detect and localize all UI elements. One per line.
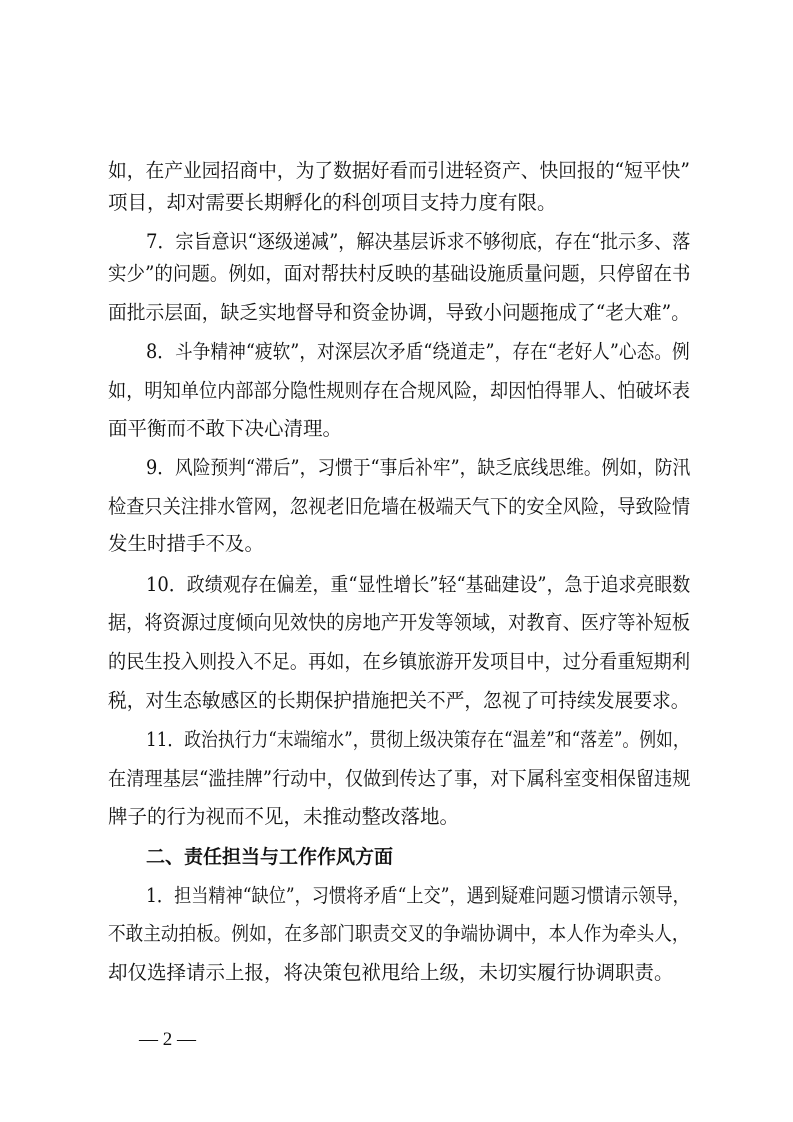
text-line: 项目，却对需要长期孵化的科创项目支持力度有限。 — [108, 191, 557, 214]
paragraph-10-line: 10．政绩观存在偏差，重“显性增长”轻“基础建设”，急于追求亮眼数 — [146, 573, 691, 596]
text-line: 却仅选择请示上报，将决策包袱甩给上级，未切实履行协调职责。 — [108, 961, 674, 984]
paragraph-7-line: 7．宗旨意识“逐级递减”，解决基层诉求不够彻底，存在“批示多、落 — [146, 230, 691, 253]
text-line: 如，在产业园招商中，为了数据好看而引进轻资产、快回报的“短平快” — [108, 159, 690, 182]
text-line: 在清理基层“滥挂牌”行动中，仅做到传达了事，对下属科室变相保留违规 — [108, 767, 691, 790]
text-line: 面平衡而不敢下决心清理。 — [108, 417, 343, 440]
text-line: 的民生投入则投入不足。再如，在乡镇旅游开发项目中，过分看重短期利 — [108, 650, 691, 673]
section-heading: 二、责任担当与工作作风方面 — [146, 846, 394, 868]
text-line: 检查只关注排水管网，忽视老旧危墙在极端天气下的安全风险，导致险情 — [108, 495, 691, 518]
text-line: 税，对生态敏感区的长期保护措施把关不严，忽视了可持续发展要求。 — [108, 689, 690, 712]
text-line: 牌子的行为视而不见，未推动整改落地。 — [108, 805, 460, 828]
text-line: 发生时措手不及。 — [108, 532, 265, 555]
text-line: 面批示层面，缺乏实地督导和资金协调，导致小问题拖成了“老大难”。 — [108, 301, 690, 324]
paragraph-11-line: 11．政治执行力“末端缩水”，贯彻上级决策存在“温差”和“落差”。例如， — [146, 728, 690, 751]
paragraph-1-line: 1．担当精神“缺位”，习惯将矛盾“上交”，遇到疑难问题习惯请示领导， — [146, 884, 690, 907]
paragraph-8-line: 8．斗争精神“疲软”，对深层次矛盾“绕道走”，存在“老好人”心态。例 — [146, 340, 690, 363]
text-line: 不敢主动拍板。例如，在多部门职责交叉的争端协调中，本人作为牵头人， — [108, 922, 690, 945]
paragraph-9-line: 9．风险预判“滞后”，习惯于“事后补牢”，缺乏底线思维。例如，防汛 — [146, 456, 691, 479]
page-number: — 2 — — [139, 1029, 196, 1050]
text-line: 实少”的问题。例如，面对帮扶村反映的基础设施质量问题，只停留在书 — [108, 262, 691, 285]
text-line: 如，明知单位内部部分隐性规则存在合规风险，却因怕得罪人、怕破坏表 — [108, 379, 691, 402]
text-line: 据，将资源过度倾向见效快的房地产开发等领域，对教育、医疗等补短板 — [108, 611, 691, 634]
